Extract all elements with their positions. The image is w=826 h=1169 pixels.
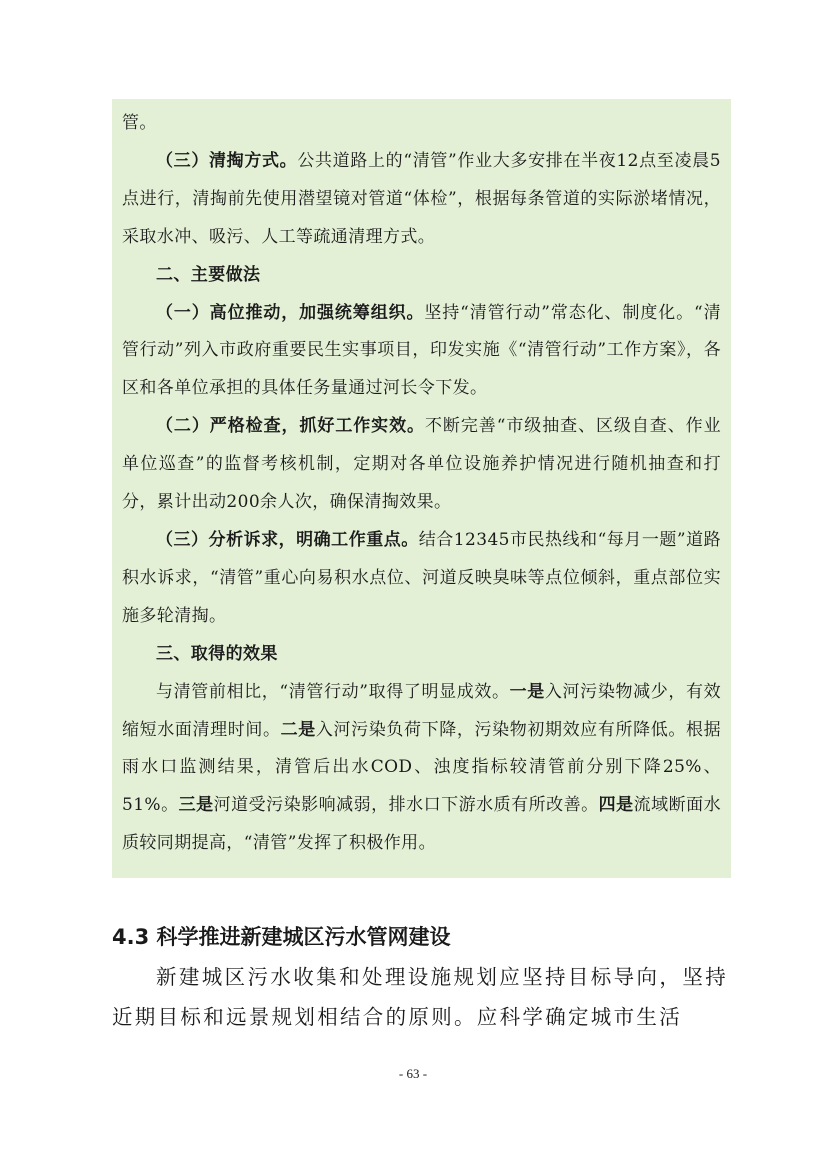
paragraph-lead: （一）高位推动，加强统筹组织。	[156, 302, 425, 323]
paragraph-analyze-demands: （三）分析诉求，明确工作重点。结合12345市民热线和“每月一题”道路积水诉求，“清管”重心向易积水点位、河道反映臭味等点位倾斜，重点部位实施多轮清掏。	[122, 529, 721, 626]
case-study-box	[112, 99, 731, 878]
paragraph-continuation: 管。	[122, 113, 157, 133]
section-heading: 4.3 科学推进新建城区污水管网建设	[112, 925, 451, 949]
paragraph-strict-inspection: （二）严格检查，抓好工作实效。不断完善“市级抽查、区级自查、作业单位巡查”的监督考核机制，定期对各单位设施养护情况进行随机抽查和打分，累计出动200余人次，确保清掏效果。	[122, 416, 721, 513]
paragraph-high-level-push: （一）高位推动，加强统筹组织。坚持“清管行动”常态化、制度化。“清管行动”列入市政府重要民生实事项目，印发实施《“清管行动”工作方案》，各区和各单位承担的具体任务量通过河长令下发。	[122, 302, 721, 399]
paragraph-lead: （二）严格检查，抓好工作实效。	[156, 416, 425, 437]
page-number: - 63 -	[398, 1066, 428, 1081]
paragraph-lead: （三）清掏方式。	[156, 150, 298, 171]
subheading-results: 三、取得的效果	[156, 643, 278, 664]
paragraph-lead: （三）分析诉求，明确工作重点。	[156, 529, 419, 550]
paragraph-results: 与清管前相比，“清管行动”取得了明显成效。一是入河污染物减少，有效缩短水面清理时间。二是入河污染负荷下降，污染物初期效应有所降低。根据雨水口监测结果，清管后出水COD、浊度指标较清管前分别下降25%、51%。三是河道受污染影响减弱，排水口下游水质有所改善。四是流域断面水质较同期提高，“清管”发挥了积极作用。	[122, 681, 722, 854]
section-body-text: 新建城区污水收集和处理设施规划应坚持目标导向，坚持近期目标和远景规划相结合的原则。应科学确定城市生活	[112, 965, 728, 1029]
subheading-main-practices: 二、主要做法	[156, 264, 261, 285]
paragraph-cleaning-method: （三）清掏方式。公共道路上的“清管”作业大多安排在半夜12点至凌晨5点进行，清掏前先使用潜望镜对管道“体检”，根据每条管道的实际淤堵情况，采取水冲、吸污、人工等疏通清理方式。	[122, 150, 721, 247]
